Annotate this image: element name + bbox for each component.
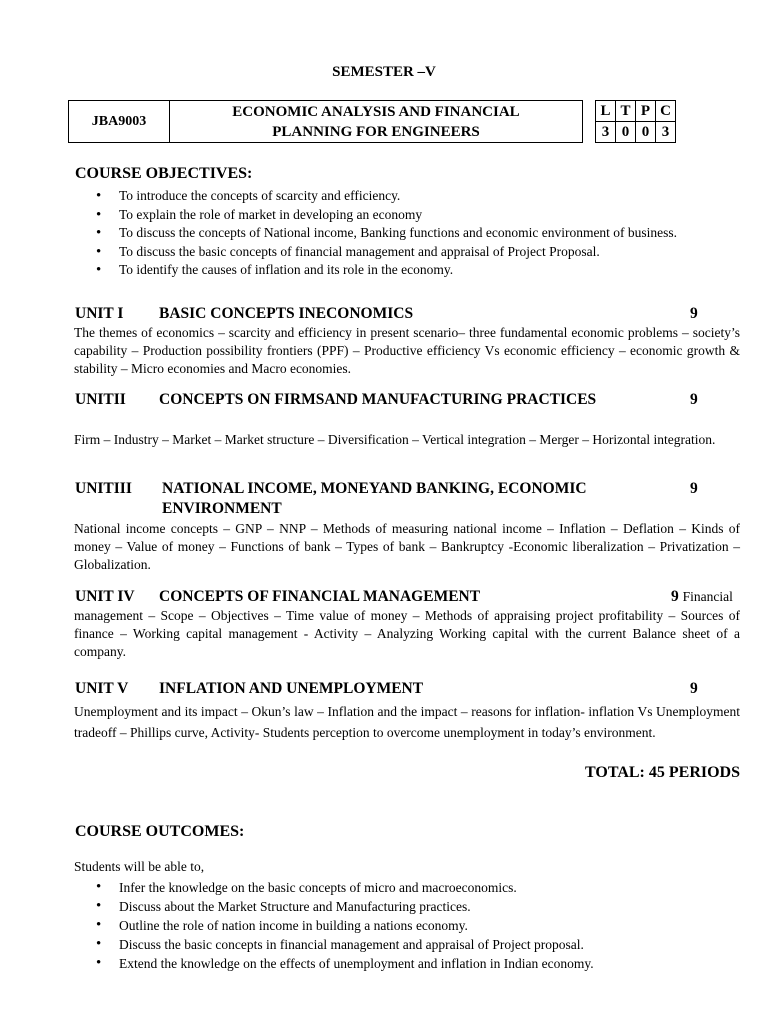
list-item: • To discuss the basic concepts of financial management and appraisal of Project Proposal. [96, 243, 706, 262]
unit-hours: 9 [690, 305, 698, 322]
unit-hours-value: 9 [671, 588, 679, 605]
ltpc-value-p: 0 [636, 122, 656, 143]
ltpc-label-p: P [636, 101, 656, 122]
unit-number: UNIT V [75, 680, 129, 697]
unit-1-body: The themes of economics – scarcity and efficiency in present scenario– three fundamental economic problems – society’s capability – Production possibility frontiers (PPF) – Productive efficiency Vs economic efficiency – economic growth & stability – Micro economies and Macro economies. [74, 325, 740, 376]
course-code: JBA9003 [69, 101, 170, 143]
list-item: • Discuss the basic concepts in financial management and appraisal of Project proposal. [96, 935, 706, 954]
unit-2-body: Firm – Industry – Market – Market structure – Diversification – Vertical integration – Merger – Horizontal integration. [74, 432, 716, 447]
unit-hours [671, 587, 733, 607]
list-item: • To explain the role of market in developing an economy [96, 206, 706, 225]
unit-title: NATIONAL INCOME, MONEYAND BANKING, ECONOMIC ENVIRONMENT [162, 480, 587, 517]
unit-hours: 9 [690, 480, 698, 497]
list-item: • Infer the knowledge on the basic concepts of micro and macroeconomics. [96, 878, 706, 897]
ltpc-label-c: C [656, 101, 676, 122]
list-item: • To discuss the concepts of National income, Banking functions and economic environment of business. [96, 224, 706, 243]
course-title-line1: ECONOMIC ANALYSIS AND FINANCIAL [232, 103, 520, 120]
ltpc-value-t: 0 [616, 122, 636, 143]
list-item: • Discuss about the Market Structure and Manufacturing practices. [96, 897, 706, 916]
unit-number: UNIT IV [75, 588, 135, 605]
list-item: • Extend the knowledge on the effects of unemployment and inflation in Indian economy. [96, 954, 706, 973]
unit-hours: 9 [690, 680, 698, 697]
unit-number: UNITIII [75, 480, 132, 497]
course-title-line2: PLANNING FOR ENGINEERS [272, 123, 480, 140]
ltpc-label-l: L [596, 101, 616, 122]
ltpc-value-l: 3 [596, 122, 616, 143]
course-title [170, 101, 583, 143]
unit-title: CONCEPTS ON FIRMSAND MANUFACTURING PRACTICES [159, 391, 597, 408]
unit-number: UNIT I [75, 305, 124, 322]
unit-5-body: Unemployment and its impact – Okun’s law – Inflation and the impact – reasons for inflation- inflation Vs Unemployment tradeoff – Phillips curve, Activity- Students perception to overcome unemployment in today’s environment. [74, 704, 740, 740]
unit-4-body: management – Scope – Objectives – Time value of money – Methods of appraising project profitability – Sources of finance – Working capital management - Activity – Analyzing Working capital with the current Balance sheet of a company. [74, 608, 740, 659]
unit-title: CONCEPTS OF FINANCIAL MANAGEMENT [159, 588, 481, 605]
list-item: • To introduce the concepts of scarcity and efficiency. [96, 187, 706, 206]
unit-hours: 9 [690, 391, 698, 408]
list-item: • To identify the causes of inflation and its role in the economy. [96, 261, 706, 280]
unit-title: BASIC CONCEPTS INECONOMICS [159, 305, 414, 322]
unit-title: INFLATION AND UNEMPLOYMENT [159, 680, 424, 697]
ltpc-value-c: 3 [656, 122, 676, 143]
ltpc-label-t: T [616, 101, 636, 122]
list-item: • Outline the role of nation income in building a nations economy. [96, 916, 706, 935]
course-header-table [68, 100, 676, 143]
outcomes-heading: COURSE OUTCOMES: [75, 823, 245, 840]
semester-heading: SEMESTER –V [332, 64, 436, 80]
total-periods: TOTAL: 45 PERIODS [585, 764, 740, 781]
unit-body-lead: Financial [682, 589, 733, 604]
unit-3-body: National income concepts – GNP – NNP – Methods of measuring national income – Inflation – Deflation – Kinds of money – Value of money – Functions of bank – Types of bank – Bankruptcy -Economic liberalization – Privatization – Globalization. [74, 521, 740, 572]
objectives-list [96, 187, 706, 280]
outcomes-lead: Students will be able to, [74, 859, 205, 874]
outcomes-list [96, 878, 706, 973]
unit-number: UNITII [75, 391, 126, 408]
objectives-heading: COURSE OBJECTIVES: [75, 165, 253, 182]
